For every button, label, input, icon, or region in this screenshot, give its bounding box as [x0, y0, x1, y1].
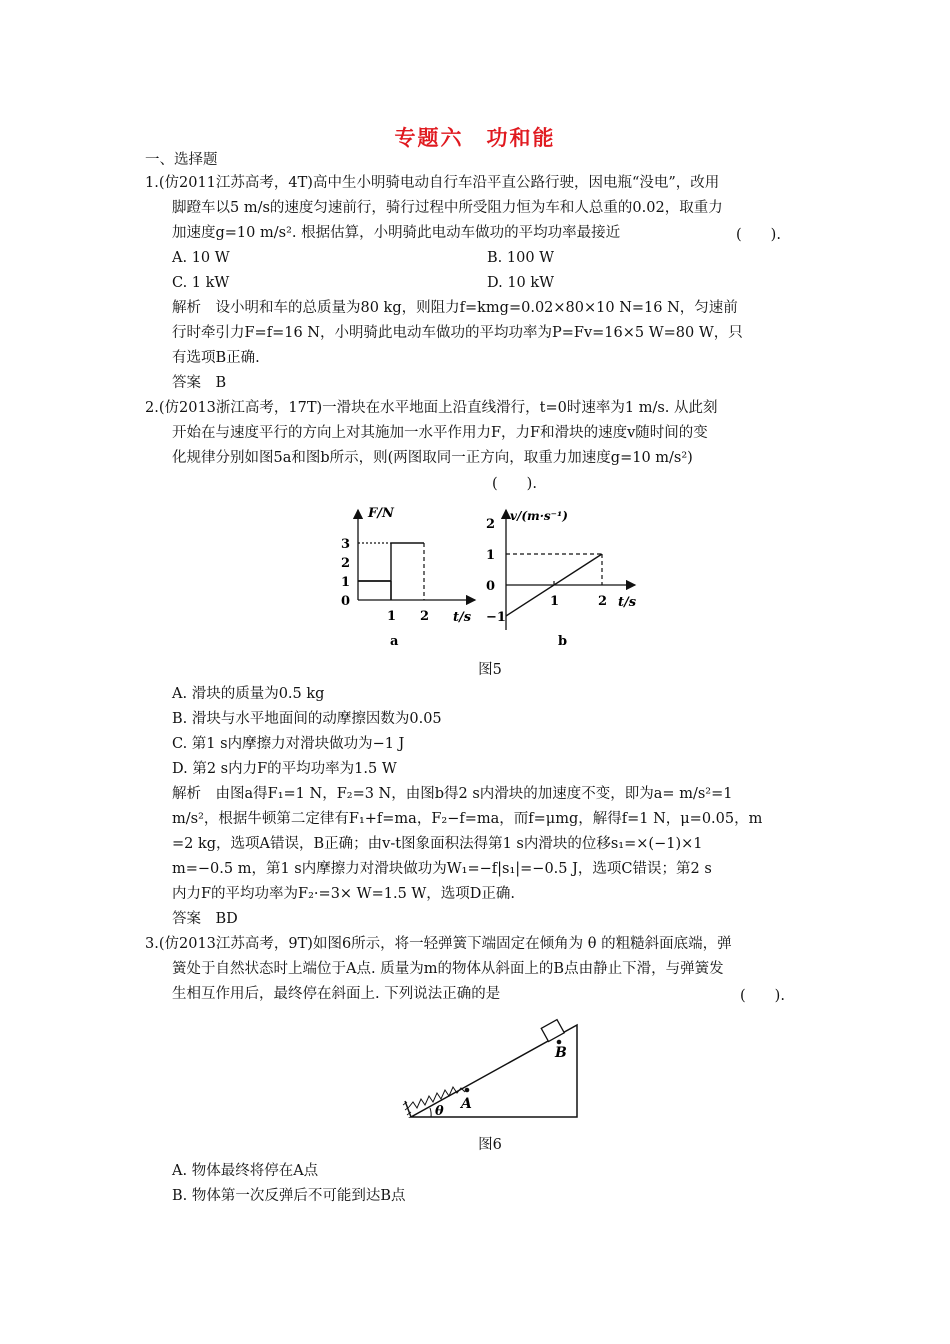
chart-a-ytick: 1: [341, 575, 351, 590]
point-b: [557, 1040, 562, 1045]
q2-analysis-2: m/s²，根据牛顿第二定律有F₁+f=ma，F₂−f=ma，而f=μmg，解得f=1 N，μ=0.05，m: [172, 811, 763, 827]
chart-a-xlabel: t/s: [453, 610, 472, 625]
block: [541, 1020, 564, 1042]
q1-answer-paren: ( ).: [736, 227, 781, 243]
chart-a-ytick: 0: [341, 594, 351, 609]
q2-analysis-1: 解析 由图a得F₁=1 N，F₂=3 N，由图b得2 s内滑块的加速度不变，即为a= m/s²=1: [172, 786, 733, 802]
chart-a-ylabel: F/N: [368, 506, 394, 521]
chart-a-label: a: [390, 634, 399, 649]
figure-5-charts: [330, 500, 660, 650]
q2-line-1: 2.(仿2013浙江高考，17T)一滑块在水平地面上沿直线滑行，t=0时速率为1 m/s. 从此刻: [145, 400, 718, 416]
chart-b-ytick: −1: [486, 610, 506, 625]
q2-analysis-3: =2 kg，选项A错误，B正确；由v-t图象面积法得第1 s内滑块的位移s₁=×(−1)×1: [172, 836, 703, 852]
q2-option-c: C. 第1 s内摩擦力对滑块做功为−1 J: [172, 736, 405, 752]
chart-b-label: b: [558, 634, 568, 649]
q1-answer: 答案 B: [172, 375, 227, 391]
figure-6-caption: 图6: [478, 1137, 502, 1153]
q3-option-b: B. 物体第一次反弹后不可能到达B点: [172, 1188, 406, 1204]
figure-5-caption: 图5: [478, 662, 502, 678]
chart-a: [341, 506, 475, 649]
q1-line-2: 脚蹬车以5 m/s的速度匀速前行，骑行过程中所受阻力恒为车和人总重的0.02，取重力: [172, 200, 723, 216]
chart-a-xtick: 2: [420, 609, 430, 624]
q3-answer-paren: ( ).: [740, 988, 785, 1004]
q1-option-d: D. 10 kW: [487, 275, 555, 291]
q1-analysis-2: 行时牵引力F=f=16 N，小明骑此电动车做功的平均功率为P=Fv=16×5 W=80 W，只: [172, 325, 743, 341]
q2-analysis-5: 内力F的平均功率为F₂·=3× W=1.5 W，选项D正确.: [172, 886, 516, 902]
chart-a-xtick: 1: [387, 609, 397, 624]
chart-b-ytick: 2: [486, 517, 496, 532]
chart-b-xtick: 2: [598, 594, 608, 609]
q2-answer-paren: ( ).: [492, 476, 537, 492]
chart-b-ytick: 1: [486, 548, 496, 563]
point-a: [465, 1088, 470, 1093]
q1-analysis-1: 解析 设小明和车的总质量为80 kg，则阻力f=kmg=0.02×80×10 N=16 N，匀速前: [172, 300, 738, 316]
q3-line-2: 簧处于自然状态时上端位于A点. 质量为m的物体从斜面上的B点由静止下滑，与弹簧发: [172, 961, 724, 977]
chart-b-ylabel: v/(m·s⁻¹): [510, 509, 568, 523]
q1-line-3: 加速度g=10 m/s². 根据估算，小明骑此电动车做功的平均功率最接近: [172, 225, 621, 241]
q2-option-d: D. 第2 s内力F的平均功率为1.5 W: [172, 761, 397, 777]
chart-a-ytick: 3: [341, 537, 351, 552]
q2-line-2: 开始在与速度平行的方向上对其施加一水平作用力F，力F和滑块的速度v随时间的变: [172, 425, 708, 441]
q3-option-a: A. 物体最终将停在A点: [172, 1163, 319, 1179]
q3-line-1: 3.(仿2013江苏高考，9T)如图6所示，将一轻弹簧下端固定在倾角为 θ 的粗糙斜面底端，弹: [145, 936, 732, 952]
q2-option-b: B. 滑块与水平地面间的动摩擦因数为0.05: [172, 711, 442, 727]
q2-analysis-4: m=−0.5 m，第1 s内摩擦力对滑块做功为W₁=−f|s₁|=−0.5 J，选项C错误；第2 s: [172, 861, 712, 877]
angle-label: θ: [435, 1104, 444, 1119]
chart-b-ytick: 0: [486, 579, 496, 594]
q1-analysis-3: 有选项B正确.: [172, 350, 260, 366]
q1-option-a: A. 10 W: [172, 250, 230, 266]
section-heading: 一、选择题: [145, 152, 218, 168]
chart-a-ytick: 2: [341, 556, 351, 571]
q2-option-a: A. 滑块的质量为0.5 kg: [172, 686, 325, 702]
point-a-label: A: [461, 1096, 472, 1112]
q2-answer: 答案 BD: [172, 911, 238, 927]
q2-line-3: 化规律分别如图5a和图b所示，则(两图取同一正方向，取重力加速度g=10 m/s²): [172, 450, 693, 466]
chart-b-xtick: 1: [550, 594, 560, 609]
point-b-label: B: [555, 1045, 567, 1061]
chart-b-xlabel: t/s: [618, 595, 637, 610]
q1-line-1: 1.(仿2011江苏高考，4T)高中生小明骑电动自行车沿平直公路行驶，因电瓶“没电”，改用: [145, 175, 720, 191]
q3-line-3: 生相互作用后，最终停在斜面上. 下列说法正确的是: [172, 986, 501, 1002]
q1-option-b: B. 100 W: [487, 250, 555, 266]
page-title: 专题六 功和能: [394, 125, 556, 150]
figure-6-incline-diagram: [395, 1015, 595, 1125]
chart-b: [486, 509, 637, 649]
angle-arc: [430, 1108, 431, 1117]
q1-option-c: C. 1 kW: [172, 275, 230, 291]
